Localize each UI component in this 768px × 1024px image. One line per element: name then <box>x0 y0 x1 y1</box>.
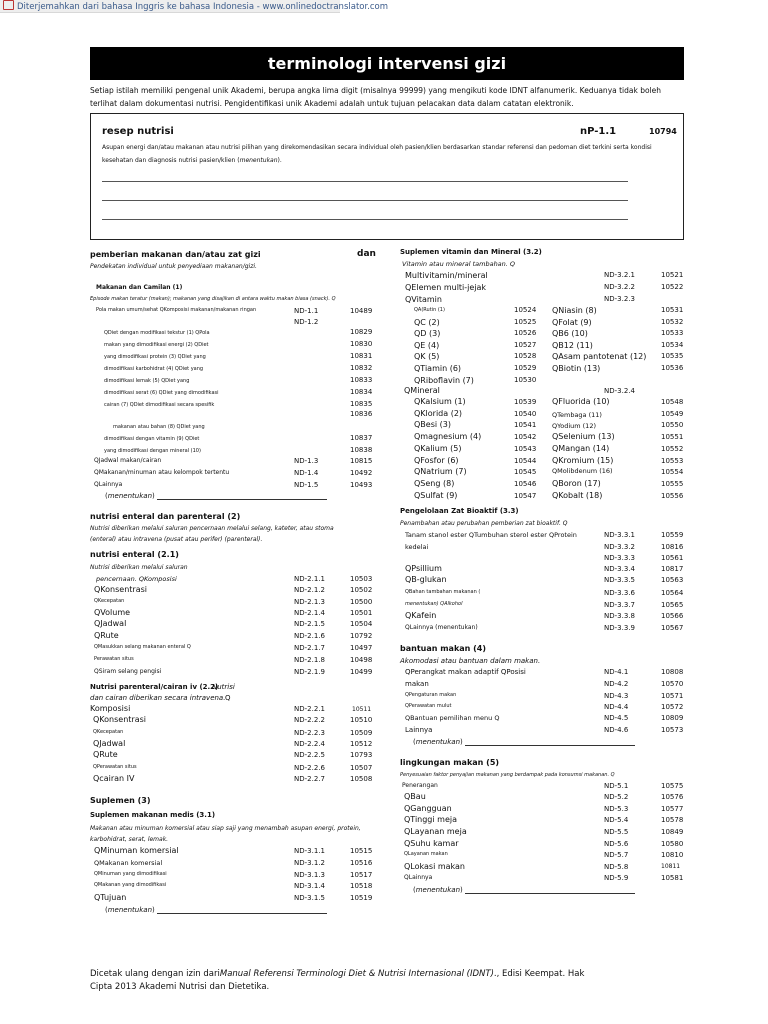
term-id: 10507 <box>350 764 373 772</box>
term-id: 10492 <box>350 469 373 477</box>
term-code: ND-4.4 <box>604 703 629 711</box>
term-label: QVitamin <box>405 295 442 304</box>
section-subtitle: Pendekatan individual untuk penyediaan makanan/gizi. <box>90 263 257 270</box>
term-label: QKalium (5) <box>414 443 462 453</box>
term-label: QMakanan/minuman atau kelompok tertentu <box>94 469 230 476</box>
term-label: QFluorida (10) <box>552 397 610 406</box>
term-id: 10493 <box>350 481 373 489</box>
subsection-title: Suplemen makanan medis (3.1) <box>90 811 216 819</box>
term-code: ND-3.1.5 <box>294 894 325 902</box>
term-label: QD (3) <box>414 329 441 339</box>
term-label: QMinuman yang dimodifikasi <box>94 871 167 877</box>
term-id: 10832 <box>350 364 373 372</box>
term-label: QTiamin (6) <box>414 364 462 373</box>
term-id: 10554 <box>661 468 684 477</box>
section-definition: (enteral) atau intravena (pusat atau perifer) (parenteral). <box>90 536 263 543</box>
term-code: ND-3.2.2 <box>604 283 635 291</box>
term-id: 10509 <box>350 729 373 737</box>
term-id: 10817 <box>661 565 684 573</box>
term-id: 10525 <box>514 317 537 326</box>
term-label: QSeng (8) <box>414 478 455 488</box>
term-code: ND-3.3.3 <box>604 554 635 562</box>
subsection-title: nutrisi enteral (2.1) <box>90 550 179 559</box>
term-label: QJadwal <box>93 739 126 748</box>
term-label: QSuhu kamar <box>404 839 459 848</box>
term-id: 10498 <box>350 656 373 664</box>
term-id: 10518 <box>350 882 373 890</box>
term-label: QMangan (14) <box>552 443 610 453</box>
term-id: 10570 <box>661 680 684 688</box>
term-code: ND-2.2.6 <box>294 764 325 772</box>
term-id: 10502 <box>350 586 373 594</box>
term-id: 10508 <box>350 775 373 783</box>
term-label: cairan (7) QDiet dimodifikasi secara spesifik <box>104 402 215 408</box>
term-id: 10541 <box>514 421 537 430</box>
term-label: QFolat (9) <box>552 317 592 327</box>
term-code: ND-3.3.4 <box>604 565 635 573</box>
term-label: QElemen multi-jejak <box>405 283 487 292</box>
term-label: QKecepatan <box>93 729 124 735</box>
term-id: 10816 <box>661 543 684 551</box>
term-id: 10815 <box>350 457 373 465</box>
section-title: lingkungan makan (5) <box>400 758 500 767</box>
term-label: QBoron (17) <box>552 478 601 488</box>
term-code: ND-3.3.8 <box>604 612 635 620</box>
term-id: 10529 <box>514 364 537 372</box>
term-code: ND-2.1.9 <box>294 668 325 676</box>
term-id: 10519 <box>350 894 373 902</box>
term-id: 10834 <box>350 388 373 396</box>
term-code: ND-3.2.4 <box>604 387 635 395</box>
term-label: QB12 (11) <box>552 340 593 350</box>
term-id: 10551 <box>661 433 684 442</box>
term-code: ND-2.1.8 <box>294 656 325 664</box>
term-id: 10517 <box>350 871 373 879</box>
term-id: 10556 <box>661 491 684 500</box>
specify-label: menentukan <box>107 906 153 914</box>
term-code: ND-2.1.7 <box>294 644 325 652</box>
term-label: QMinuman komersial <box>94 846 179 855</box>
term-id: 10497 <box>350 644 373 652</box>
term-id: 10577 <box>661 805 684 813</box>
term-code: ND-5.1 <box>604 782 629 790</box>
term-label: QBiotin (13) <box>552 364 601 373</box>
term-id: 10510 <box>350 716 373 724</box>
term-label: QRute <box>93 750 118 759</box>
term-id: 10572 <box>661 703 684 711</box>
term-code: ND-2.1.4 <box>294 609 325 617</box>
term-label: QK (5) <box>414 352 440 362</box>
term-code: ND-4.1 <box>604 668 629 676</box>
specify-label: menentukan <box>415 886 461 894</box>
term-label: QKonsentrasi <box>94 585 147 594</box>
term-id: 10552 <box>661 444 684 453</box>
term-id: 10559 <box>661 531 684 539</box>
document-icon <box>3 0 14 10</box>
section-title-suffix: dan <box>357 249 376 259</box>
section-title: bantuan makan (4) <box>400 644 487 653</box>
subsection-title: Nutrisi parenteral/cairan iv (2.2) <box>90 683 219 691</box>
term-id: 10533 <box>661 329 684 338</box>
specify-field[interactable]: (menentukan) <box>413 739 635 746</box>
term-label: QBau <box>404 792 426 801</box>
term-code: ND-2.1.6 <box>294 632 325 640</box>
term-id: 10830 <box>350 340 373 348</box>
term-label: QYodium (12) <box>552 422 596 431</box>
term-id: 10539 <box>514 398 537 406</box>
write-line[interactable] <box>102 200 628 201</box>
specify-blank-line[interactable] <box>157 907 327 914</box>
term-code: ND-3.1.2 <box>294 859 325 867</box>
term-code: ND-2.2.3 <box>294 729 325 737</box>
term-id: 10530 <box>514 375 537 384</box>
term-label: QA(Rutin (1) <box>414 307 445 313</box>
section-title: Suplemen (3) <box>90 796 151 805</box>
term-label: QBahan tambahan makanan ( <box>405 589 481 595</box>
box-code: nP-1.1 <box>580 126 617 137</box>
term-label: QTujuan <box>94 893 127 902</box>
term-id: 10849 <box>661 828 684 836</box>
subsection-title: Suplemen vitamin dan Mineral (3.2) <box>400 248 542 256</box>
term-code: ND-3.2.1 <box>604 271 635 279</box>
term-code: ND-1.2 <box>294 318 319 326</box>
term-id: 10501 <box>350 609 373 617</box>
term-code: ND-5.4 <box>604 816 629 824</box>
term-label: QKlorida (2) <box>414 408 463 418</box>
term-id: 10581 <box>661 874 684 882</box>
term-code: ND-5.7 <box>604 851 629 859</box>
term-code: ND-3.3.5 <box>604 576 635 584</box>
term-id: 10810 <box>661 851 684 859</box>
term-id: 10545 <box>514 468 537 477</box>
intro-paragraph: Setiap istilah memiliki pengenal unik Akademi, berupa angka lima digit (misalnya 99999) yang mengikuti kode IDNT alfanumerik. Keduanya tidak boleh terlihat dalam dokumentasi nutrisi. Pengidentifikasi unik Akademi adalah untuk tujuan pelacakan data dalam catatan elektronik. <box>90 86 662 108</box>
specify-field[interactable]: (menentukan) <box>105 493 327 500</box>
term-label: Multivitamin/mineral <box>405 271 488 280</box>
term-id: 10547 <box>514 491 537 500</box>
term-label: QMolibdenum (16) <box>552 467 613 476</box>
term-id: 10527 <box>514 340 537 349</box>
term-code: ND-3.3.7 <box>604 601 635 609</box>
term-label: QPerangkat makan adaptif QPosisi <box>405 668 526 676</box>
term-code: ND-3.3.2 <box>604 543 635 551</box>
term-label: dimodifikasi serat (6) QDiet yang dimodifikasi <box>104 390 219 396</box>
term-label: QRiboflavin (7) <box>414 375 474 385</box>
term-id: 10565 <box>661 601 684 609</box>
nutrition-prescription-box <box>90 113 684 240</box>
write-line[interactable] <box>102 219 628 220</box>
subsection-definition: Episode makan teratur (makan); makanan yang disajikan di antara waktu makan biasa (snack). Q <box>90 296 336 302</box>
specify-field[interactable]: (menentukan) <box>105 907 327 914</box>
term-label: dimodifikasi karbohidrat (4) QDiet yang <box>104 366 204 372</box>
term-id: 10504 <box>350 620 373 628</box>
term-id: 10511 <box>352 706 372 713</box>
term-code: ND-4.6 <box>604 726 629 734</box>
term-id: 10835 <box>350 400 373 408</box>
term-id: 10808 <box>661 668 684 676</box>
term-id: 10516 <box>350 859 373 867</box>
term-label: Lainnya <box>405 726 433 734</box>
term-code: ND-5.9 <box>604 874 629 882</box>
term-id: 10535 <box>661 352 684 361</box>
specify-field[interactable]: (menentukan) <box>413 887 635 894</box>
term-label: kedelai <box>405 543 429 551</box>
section-definition: Nutrisi diberikan melalui saluran pencernaan melalui selang, kateter, atau stoma <box>90 525 334 532</box>
specify-label: menentukan <box>415 738 461 746</box>
term-id: 10571 <box>661 692 684 700</box>
term-id: 10561 <box>661 554 684 562</box>
subsection-title: Makanan dan Camilan (1) <box>96 284 183 291</box>
term-id: 10555 <box>661 479 684 488</box>
term-label: yang dimodifikasi dengan mineral (10) <box>104 448 201 454</box>
term-id: 10838 <box>350 446 373 454</box>
term-label: QDiet dengan modifikasi tekstur (1) QPola <box>104 330 210 336</box>
term-id: 10534 <box>661 340 684 349</box>
term-code: ND-3.3.1 <box>604 531 635 539</box>
term-label: QPerawatan mulut <box>405 703 452 709</box>
subsection-definition: Nutrisi diberikan melalui saluran <box>90 564 188 571</box>
term-id: 10831 <box>350 352 373 360</box>
term-code: ND-1.5 <box>294 481 319 489</box>
term-code: ND-2.1.3 <box>294 598 325 606</box>
term-label: makan <box>405 680 429 688</box>
term-code: ND-3.3.9 <box>604 624 635 632</box>
term-label: QBesi (3) <box>414 420 451 430</box>
translation-banner-text: Diterjemahkan dari bahasa Inggris ke bahasa Indonesia - www.onlinedoctranslator.com <box>17 2 389 12</box>
term-id: 10836 <box>350 410 373 418</box>
subsection-definition: Penambahan atau perubahan pemberian zat bioaktif. Q <box>400 520 568 527</box>
term-id: 10521 <box>661 271 684 279</box>
term-label: QB6 (10) <box>552 329 588 339</box>
term-id: 10575 <box>661 782 684 790</box>
section-definition: Penyesuaian faktor penyajian makanan yang berdampak pada konsumsi makanan. Q <box>400 772 615 778</box>
term-id: 10532 <box>661 317 684 326</box>
term-code: ND-5.3 <box>604 805 629 813</box>
section-title: nutrisi enteral dan parenteral (2) <box>90 512 241 521</box>
subsection-definition: karbohidrat, serat, lemak. <box>90 836 169 843</box>
term-id: 10578 <box>661 816 684 824</box>
term-id: 10837 <box>350 434 373 442</box>
term-label: QFosfor (6) <box>414 455 459 465</box>
term-label: QSulfat (9) <box>414 490 458 500</box>
specify-blank-line[interactable] <box>157 493 327 500</box>
term-label: QPsillium <box>405 564 442 573</box>
term-code: ND-2.2.5 <box>294 751 325 759</box>
term-id: 10548 <box>661 398 684 406</box>
term-label: QKafein <box>405 611 437 620</box>
term-id: 10536 <box>661 364 684 372</box>
term-id: 10512 <box>350 740 373 748</box>
term-label: QLainnya <box>404 874 433 881</box>
term-label: makanan atau bahan (8) QDiet yang <box>113 424 205 430</box>
term-label: dimodifikasi lemak (5) QDiet yang <box>104 378 190 384</box>
subsection-definition: Q <box>225 694 231 702</box>
term-label: QMineral <box>404 386 440 395</box>
term-label: QNatrium (7) <box>414 467 467 477</box>
page-title: terminologi intervensi gizi <box>90 47 684 80</box>
term-id: 10566 <box>661 612 684 620</box>
term-code: ND-2.2.7 <box>294 775 325 783</box>
term-id: 10567 <box>661 624 684 632</box>
term-label: QPerawatan situs <box>93 764 137 770</box>
term-label: yang dimodifikasi protein (3) QDiet yang <box>104 354 206 360</box>
term-label: QLainnya <box>94 481 123 488</box>
term-id: 10549 <box>661 409 684 418</box>
term-code: ND-5.5 <box>604 828 629 836</box>
term-id: 10489 <box>350 307 373 315</box>
term-id: 10829 <box>350 328 373 336</box>
term-label: QTembaga (11) <box>552 410 602 419</box>
term-label: QLayanan makan <box>404 851 448 857</box>
term-id: 10811 <box>661 863 681 870</box>
term-id: 10580 <box>661 840 684 848</box>
term-label: QKecepatan <box>94 598 125 604</box>
term-label: QKonsentrasi <box>93 715 146 724</box>
term-label: Qmagnesium (4) <box>414 432 482 442</box>
term-label: QJadwal <box>94 619 127 628</box>
term-code: ND-2.1.5 <box>294 620 325 628</box>
box-definition: Asupan energi dan/atau makanan atau nutrisi pilihan yang direkomendasikan secara individual oleh pasien/klien berdasarkan standar referensi dan pedoman diet terkini serta kondisi kesehatan dan diagnosis nutrisi pasien/klien (menentukan). <box>102 144 652 164</box>
term-label: menentukan) QAlkohol <box>405 601 463 607</box>
term-id: 10503 <box>350 575 373 583</box>
term-code: ND-4.5 <box>604 714 629 722</box>
term-label: QJadwal makan/cairan <box>94 457 162 464</box>
term-label: QPengaturan makan <box>405 692 457 698</box>
term-id: 10528 <box>514 352 537 361</box>
term-code: ND-3.2.3 <box>604 295 635 303</box>
term-label: makan yang dimodifikasi energi (2) QDiet <box>104 342 209 348</box>
term-label: Penerangan <box>402 782 438 789</box>
term-code: ND-4.2 <box>604 680 629 688</box>
term-id: 10544 <box>514 456 537 465</box>
term-id: 10564 <box>661 589 684 597</box>
term-code: ND-3.1.3 <box>294 871 325 879</box>
term-label: QKalsium (1) <box>414 397 466 406</box>
term-id: 10792 <box>350 632 373 640</box>
term-label: QSelenium (13) <box>552 432 615 442</box>
term-code: ND-2.2.2 <box>294 716 325 724</box>
term-id: 10524 <box>514 306 537 314</box>
subsection-definition: Vitamin atau mineral tambahan. Q <box>402 260 516 268</box>
term-label: dimodifikasi dengan vitamin (9) QDiet <box>104 436 200 442</box>
section-definition: Akomodasi atau bantuan dalam makan. <box>400 657 541 665</box>
term-code: ND-1.4 <box>294 469 319 477</box>
term-id: 10543 <box>514 444 537 453</box>
term-id: 10515 <box>350 847 373 855</box>
translation-banner[interactable] <box>0 0 389 13</box>
term-label: QKobalt (18) <box>552 490 603 500</box>
term-label: QVolume <box>94 608 131 617</box>
term-id: 10793 <box>350 751 373 759</box>
term-label: QB-glukan <box>405 575 447 584</box>
subsection-definition: dan cairan diberikan secara intravena. <box>90 694 226 702</box>
term-id: 10526 <box>514 329 537 338</box>
term-id: 10563 <box>661 576 684 584</box>
section-title: pemberian makanan dan/atau zat gizi <box>90 250 261 259</box>
subsection-definition: Makanan atau minuman komersial atau siap saji yang menambah asupan energi, protein, <box>90 825 361 832</box>
term-id: 10576 <box>661 793 684 801</box>
term-id: 10500 <box>350 598 373 606</box>
term-id: 10499 <box>350 668 373 676</box>
term-label: QNiasin (8) <box>552 306 597 315</box>
subsection-title: Pengelolaan Zat Bioaktif (3.3) <box>400 507 519 515</box>
term-label: QKromium (15) <box>552 455 614 465</box>
term-code: ND-2.1.2 <box>294 586 325 594</box>
box-title: resep nutrisi <box>102 126 174 137</box>
term-code: ND-2.1.1 <box>294 575 325 583</box>
term-label: Qcairan IV <box>93 774 135 783</box>
term-code: ND-2.2.4 <box>294 740 325 748</box>
term-code: ND-5.6 <box>604 840 629 848</box>
term-label: Pola makan umum/sehat QKomposisi makanan/makanan ringan <box>96 307 257 313</box>
term-label: QBantuan pemilihan menu Q <box>405 714 500 722</box>
term-label: QLainnya (menentukan) <box>405 624 478 631</box>
term-code: ND-3.1.1 <box>294 847 325 855</box>
term-label: Perawatan situs <box>94 656 134 662</box>
term-id: 10809 <box>661 714 684 722</box>
term-label: QMakanan yang dimodifikasi <box>94 882 167 888</box>
term-label: QE (4) <box>414 340 440 350</box>
footer-citation: Dicetak ulang dengan izin dariManual Referensi Terminologi Diet & Nutrisi Internasional (IDNT)., Edisi Keempat. Hak Cipta 2013 Akademi Nutrisi dan Dietetika. <box>90 969 585 992</box>
specify-blank-line[interactable] <box>465 887 635 894</box>
term-id: 10553 <box>661 456 684 465</box>
specify-blank-line[interactable] <box>465 739 635 746</box>
term-id: 10833 <box>350 376 373 384</box>
term-label: QLayanan meja <box>404 827 467 836</box>
term-code: ND-3.3.6 <box>604 589 635 597</box>
term-id: 10522 <box>661 283 684 291</box>
term-label: QSiram selang pengisi <box>94 668 162 675</box>
box-id: 10794 <box>649 127 677 136</box>
term-label: QMasukkan selang makanan enteral Q <box>94 644 191 650</box>
term-id: 10540 <box>514 409 537 418</box>
term-id: 10546 <box>514 479 537 488</box>
term-code: ND-5.2 <box>604 793 629 801</box>
term-label: QGangguan <box>404 804 452 813</box>
term-id: 10542 <box>514 433 537 442</box>
term-code: ND-3.1.4 <box>294 882 325 890</box>
term-code: ND-4.3 <box>604 692 629 700</box>
term-label: Tanam stanol ester QTumbuhan sterol ester QProtein <box>405 531 577 539</box>
specify-label: menentukan <box>107 492 153 500</box>
term-label: QMakanan komersial <box>94 859 163 867</box>
term-code: ND-2.2.1 <box>294 705 325 713</box>
term-label: QAsam pantotenat (12) <box>552 352 647 362</box>
subsection-definition: Nutrisi <box>212 683 235 691</box>
term-code: ND-5.8 <box>604 863 629 871</box>
term-label: QTinggi meja <box>404 815 457 824</box>
term-id: 10573 <box>661 726 684 734</box>
term-label: QLokasi makan <box>404 862 465 871</box>
term-label: QRute <box>94 631 119 640</box>
term-id: 10531 <box>661 306 684 314</box>
term-label: QC (2) <box>414 317 440 327</box>
term-code: ND-1.3 <box>294 457 319 465</box>
term-code: ND-1.1 <box>294 307 319 315</box>
term-label: pencernaan. QKomposisi <box>96 575 177 583</box>
write-line[interactable] <box>102 181 628 182</box>
term-label: Komposisi <box>90 704 131 713</box>
term-id: 10550 <box>661 421 684 430</box>
